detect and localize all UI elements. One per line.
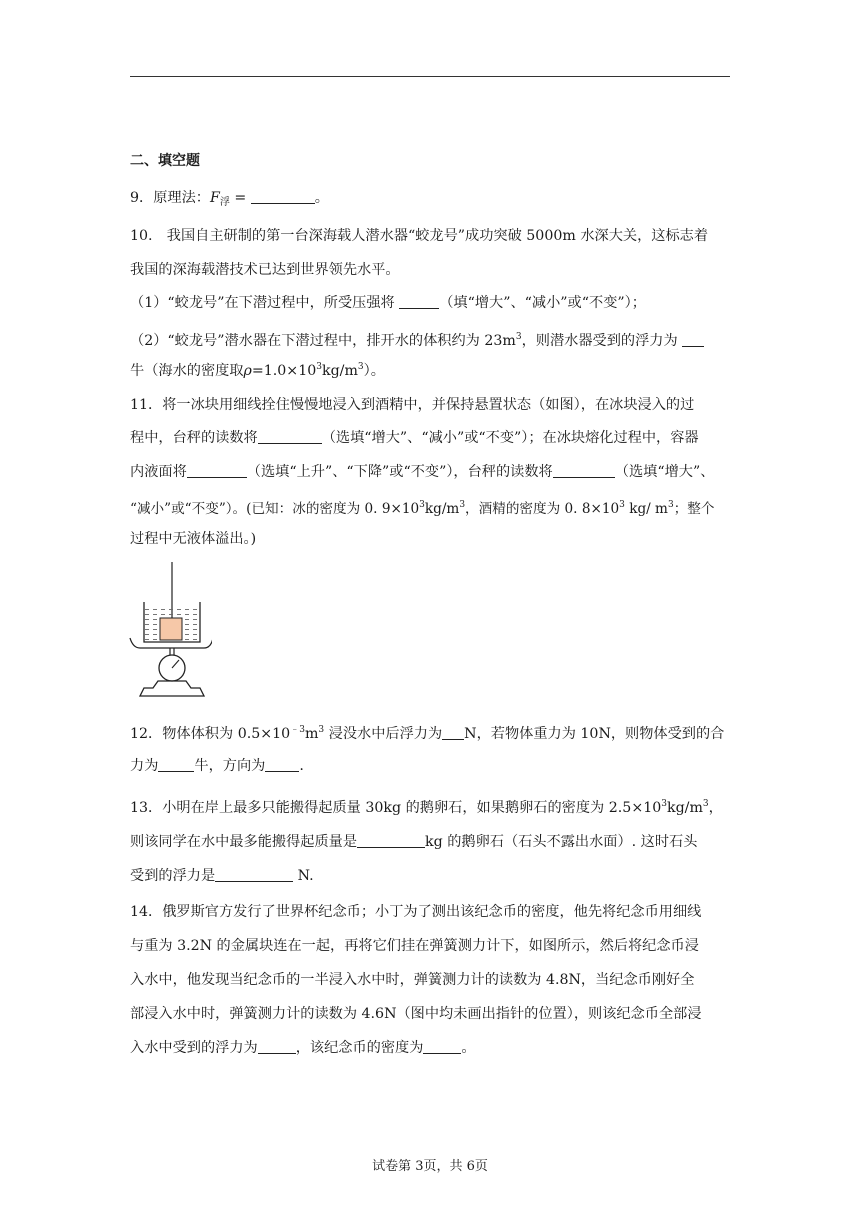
q11-sup: 3 — [419, 500, 425, 510]
q14-line-3: 入水中，他发现当纪念币的一半浸入水中时，弹簧测力计的读数为 4.8N，当纪念币刚好全 — [130, 972, 695, 988]
q10-text: （1）“蛟龙号”在下潜过程中，所受压强将 — [130, 295, 400, 311]
q13-line-2 — [130, 832, 697, 852]
q10-line-3 — [130, 293, 646, 313]
q13-text: kg/m — [667, 800, 703, 816]
q10-text: =1.0×10 — [251, 363, 317, 379]
q11-text: kg/ m — [624, 501, 668, 517]
q9-sub: 浮 — [219, 197, 230, 208]
answer-blank[interactable] — [553, 463, 615, 478]
q9-eq: = — [229, 190, 251, 206]
answer-blank[interactable] — [258, 1039, 296, 1054]
q10-text: ）。 — [363, 363, 385, 379]
q11-text: （选填“增大”、 — [614, 464, 715, 480]
q12-text: N，若物体重力为 10N，则物体受到的合 — [464, 726, 725, 742]
q10-text: ，则潜水器受到的浮力为 — [521, 333, 683, 349]
q12-text: 浸没水中后浮力为 — [324, 726, 443, 742]
q11-line-4 — [130, 495, 714, 519]
q13-line-1 — [130, 794, 723, 818]
q10-sup: 3 — [515, 332, 522, 342]
q10-line-2: 我国的深海载潜技术已达到世界领先水平。 — [130, 262, 400, 278]
rho-symbol: ρ — [243, 363, 252, 379]
q11-text: kg/m — [424, 501, 460, 517]
q13-text: 则该同学在水中最多能搬得起质量是 — [130, 834, 358, 850]
q12-text: 力为 — [130, 758, 159, 774]
q11-text: ，酒精的密度为 0. 8×10 — [465, 501, 620, 517]
scale-beaker-figure — [128, 562, 212, 704]
q11-text: （选填“增大”、“减小”或“不变”）；在冰块熔化过程中，容器 — [321, 430, 699, 446]
q11-text: （选填“上升”、“下降”或“不变”），台秤的读数将 — [246, 464, 553, 480]
q13-text: N. — [293, 868, 314, 884]
q12-text: . — [299, 758, 304, 774]
q14-line-2: 与重为 3.2N 的金属块连在一起，再将它们挂在弹簧测力计下，如图所示，然后将纪念币浸 — [130, 938, 699, 954]
answer-blank[interactable] — [682, 332, 704, 347]
q14-text: ，该纪念币的密度为 — [295, 1040, 424, 1056]
q11-text: 程中，台秤的读数将 — [130, 430, 258, 446]
q10-text: （2）“蛟龙号”潜水器在下潜过程中，排开水的体积约为 23m — [130, 333, 516, 349]
q11-line-1: 11．将一冰块用细线拴住慢慢地浸入到酒精中，并保持悬置状态（如图），在冰块浸入的过 — [130, 397, 695, 413]
q10-sup: 3 — [316, 362, 322, 372]
answer-blank[interactable] — [265, 757, 299, 772]
q12-text: 12．物体体积为 0.5×10 — [130, 726, 291, 742]
answer-blank[interactable] — [258, 429, 322, 444]
q14-line-4: 部浸入水中时，弹簧测力计的读数为 4.6N（图中均未画出指针的位置），则该纪念币全部浸 — [130, 1006, 702, 1022]
q10-text: 牛（海水的密度取 — [130, 363, 244, 379]
q9-end: 。 — [314, 190, 329, 206]
answer-blank[interactable] — [158, 757, 194, 772]
answer-blank[interactable] — [399, 294, 439, 309]
q14-line-1: 14．俄罗斯官方发行了世界杯纪念币；小丁为了测出该纪念币的密度，他先将纪念币用细线 — [130, 904, 702, 920]
q11-sup: 3 — [459, 500, 466, 510]
q11-text: ；整个 — [673, 501, 715, 517]
q12-line-1 — [130, 720, 724, 744]
answer-blank[interactable] — [215, 867, 293, 882]
q12-line-2 — [130, 756, 304, 776]
q11-sup: 3 — [619, 500, 625, 510]
header-rule — [130, 76, 730, 77]
q11-text: 内液面将 — [130, 464, 187, 480]
q10-sup: 3 — [357, 362, 364, 372]
q9-var: F — [209, 190, 220, 206]
q13-text: kg 的鹅卵石（石头不露出水面）. 这时石头 — [425, 834, 698, 850]
answer-blank[interactable] — [442, 725, 464, 740]
q13-text: 受到的浮力是 — [130, 868, 216, 884]
q12-sup: 3 — [318, 725, 325, 735]
q13-text: 13．小明在岸上最多只能搬得起质量 30kg 的鹅卵石，如果鹅卵石的密度为 2.5×10 — [130, 800, 662, 816]
answer-blank[interactable] — [251, 189, 315, 204]
q11-line-3 — [130, 462, 714, 482]
answer-blank[interactable] — [423, 1039, 461, 1054]
q10-text: （填“增大”、“减小”或“不变”）； — [439, 295, 646, 311]
q14-line-5 — [130, 1038, 476, 1058]
q11-sup: 3 — [667, 500, 674, 510]
q12-sup: ﹣3 — [290, 725, 305, 735]
q10-line-5 — [130, 357, 385, 381]
q10-line-1: 10. 我国自主研制的第一台深海载人潜水器“蛟龙号”成功突破 5000m 水深大关，这标志着 — [130, 228, 709, 244]
page-footer: 试卷第 3页，共 6页 — [372, 1159, 488, 1174]
answer-blank[interactable] — [187, 463, 247, 478]
answer-blank[interactable] — [357, 833, 425, 848]
q12-text: m — [304, 726, 319, 742]
q11-text: “减小”或“不变”）。(已知：冰的密度为 0. 9×10 — [130, 501, 420, 517]
q13-sup: 3 — [702, 799, 709, 809]
q11-line-5: 过程中无液体溢出。) — [130, 531, 257, 547]
section-heading: 二、填空题 — [130, 153, 200, 169]
q9-prefix: 9．原理法： — [130, 190, 210, 206]
q13-sup: 3 — [661, 799, 667, 809]
q13-text: ， — [708, 800, 723, 816]
question-9 — [130, 188, 329, 213]
q10-text: kg/m — [322, 363, 358, 379]
q10-line-4 — [130, 327, 704, 351]
q12-text: 牛，方向为 — [194, 758, 266, 774]
q11-line-2 — [130, 428, 699, 448]
q13-line-3 — [130, 866, 314, 886]
q14-text: 。 — [461, 1040, 476, 1056]
q14-text: 入水中受到的浮力为 — [130, 1040, 258, 1056]
